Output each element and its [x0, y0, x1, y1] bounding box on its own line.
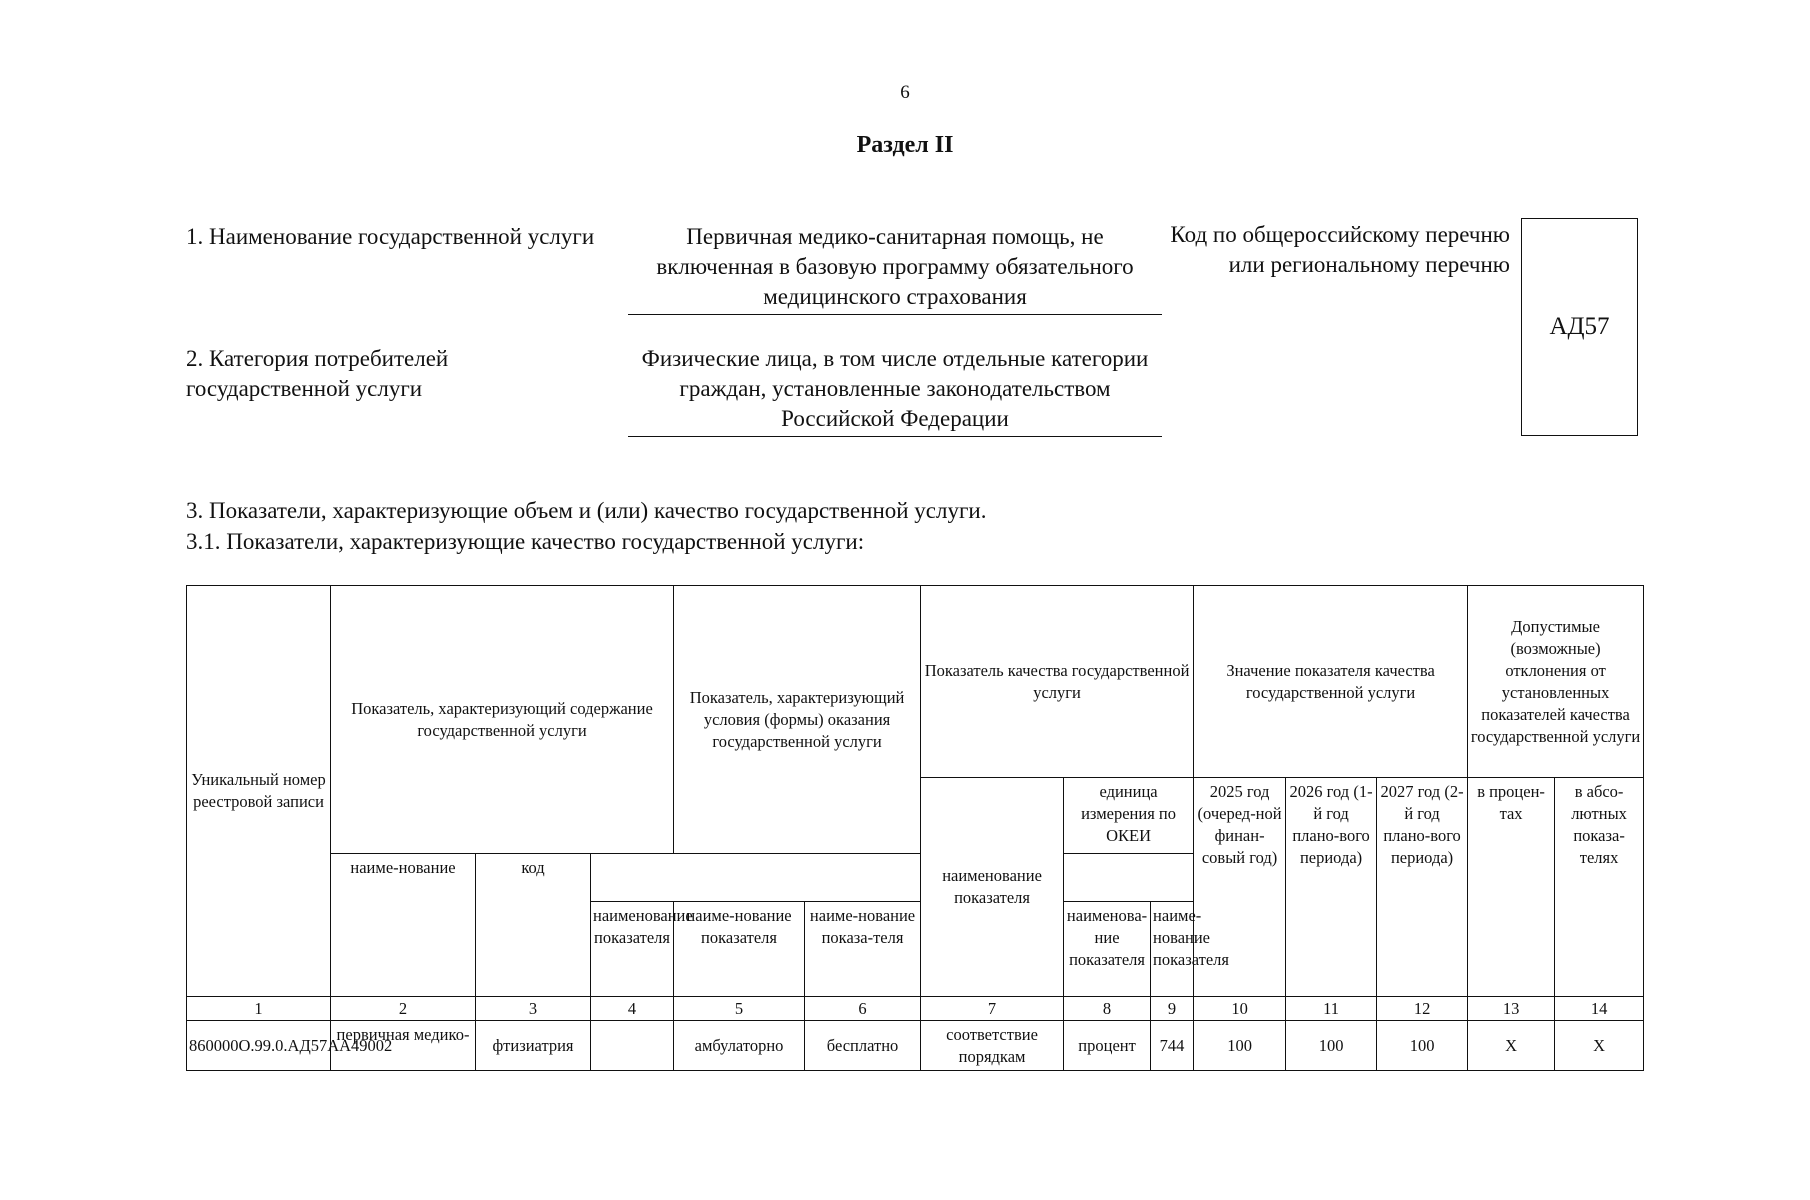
header-okei-unit: единица измерения по ОКЕИ: [1064, 778, 1194, 854]
header-deviation-group: Допустимые (возможные) отклонения от установленных показателей качества государственной услуги: [1468, 586, 1644, 778]
column-numbers-row: [187, 997, 1644, 1021]
cell-col-5: амбулаторно: [674, 1021, 805, 1071]
page-number: 6: [900, 82, 910, 103]
column-number: 1: [187, 997, 331, 1021]
registry-code-label: Код по общероссийскому перечню или региональному перечню: [1170, 222, 1510, 277]
quality-indicators-table: [186, 585, 1644, 1071]
column-number: 6: [805, 997, 921, 1021]
service-name-value: Первичная медико-санитарная помощь, не включенная в базовую программу обязательного медицинского страхования: [628, 222, 1162, 315]
cell-value-2027: 100: [1377, 1021, 1468, 1071]
cell-okei-name: процент: [1064, 1021, 1151, 1071]
consumers-value: Физические лица, в том числе отдельные категории граждан, установленные законодательством Российской Федерации: [628, 344, 1162, 437]
column-number: 14: [1555, 997, 1644, 1021]
cell-unique-number: 860000О.99.0.АД57АА49002: [187, 1021, 331, 1071]
header-year-2027: 2027 год (2-й год плано-вого периода): [1377, 778, 1468, 997]
column-number: 8: [1064, 997, 1151, 1021]
header-absolute: в абсо-лютных показа-телях: [1555, 778, 1644, 997]
column-number: 9: [1151, 997, 1194, 1021]
header-col-2: наименование показателя: [591, 902, 674, 997]
cell-deviation-absolute: Х: [1555, 1021, 1644, 1071]
header-okei-name: наиме-нование: [331, 854, 476, 997]
registry-code-box: [1521, 218, 1638, 436]
section-3-1-heading: 3.1. Показатели, характеризующие качество государственной услуги:: [186, 529, 865, 554]
header-year-2025: 2025 год (очеред-ной финан-совый год): [1194, 778, 1286, 997]
header-percent: в процен-тах: [1468, 778, 1555, 997]
header-col-4: наиме-нование показа-теля: [805, 902, 921, 997]
section-3-heading: 3. Показатели, характеризующие объем и (или) качество государственной услуги.: [186, 498, 987, 523]
cell-col-6: бесплатно: [805, 1021, 921, 1071]
cell-value-2025: 100: [1194, 1021, 1286, 1071]
section-title: Раздел II: [856, 132, 954, 158]
cell-deviation-percent: Х: [1468, 1021, 1555, 1071]
header-col-5: наименова-ние показателя: [1064, 902, 1151, 997]
cell-okei-code: 744: [1151, 1021, 1194, 1071]
cell-col-2: первичная медико-: [331, 1021, 476, 1071]
cell-value-2026: 100: [1286, 1021, 1377, 1071]
cell-col-3: фтизиатрия: [476, 1021, 591, 1071]
table-row: [187, 1021, 1644, 1071]
column-number: 4: [591, 997, 674, 1021]
header-value-group: Значение показателя качества государственной услуги: [1194, 586, 1468, 778]
header-okei-code: код: [476, 854, 591, 997]
header-quality-group: Показатель качества государственной услуги: [921, 586, 1194, 778]
header-unique-number: Уникальный номер реестровой записи: [187, 586, 331, 997]
header-col-3: наиме-нование показателя: [674, 902, 805, 997]
header-indicator-name: наименование показателя: [921, 778, 1064, 997]
column-number: 12: [1377, 997, 1468, 1021]
header-col-6: наиме-нование показателя: [1151, 902, 1194, 997]
column-number: 3: [476, 997, 591, 1021]
header-conditions-group: Показатель, характеризующий условия (формы) оказания государственной услуги: [674, 586, 921, 854]
column-number: 11: [1286, 997, 1377, 1021]
column-number: 2: [331, 997, 476, 1021]
cell-indicator-name: соответствие порядкам: [921, 1021, 1064, 1071]
header-content-group: Показатель, характеризующий содержание государственной услуги: [331, 586, 674, 854]
registry-code-value: АД57: [1549, 313, 1610, 340]
header-year-2026: 2026 год (1-й год плано-вого периода): [1286, 778, 1377, 997]
column-number: 10: [1194, 997, 1286, 1021]
service-name-label: 1. Наименование государственной услуги: [186, 224, 595, 249]
consumers-label: 2. Категория потребителей государственной услуги: [186, 346, 449, 401]
column-number: 13: [1468, 997, 1555, 1021]
column-number: 7: [921, 997, 1064, 1021]
cell-col-4: [591, 1021, 674, 1071]
column-number: 5: [674, 997, 805, 1021]
